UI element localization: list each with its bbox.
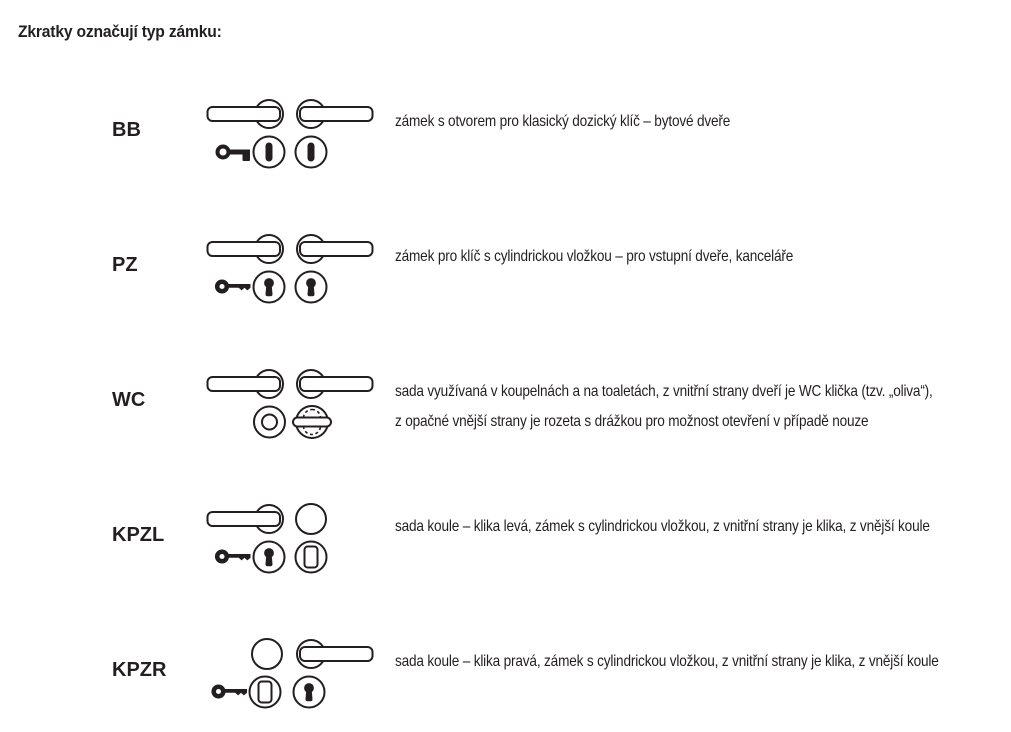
door-knob-icon (296, 504, 326, 534)
door-knob-icon (252, 639, 282, 669)
lock-type-code: KPZR (112, 659, 167, 681)
lock-type-description: sada koule – klika pravá, zámek s cylindrickou vložkou, z vnitřní strany je klika, z vnější koule (395, 653, 939, 670)
lock-icon-set-kpzl (205, 500, 375, 576)
lock-type-row-wc (0, 365, 1011, 441)
lever-handle-right-icon (297, 100, 373, 128)
lock-icon-set-wc (205, 365, 375, 441)
lock-type-code: KPZL (112, 524, 165, 546)
blind-rosette-icon (296, 542, 327, 573)
pz-cylinder-rosette-icon (254, 272, 285, 303)
lock-type-description: zámek s otvorem pro klasický dozický klíč – bytové dveře (395, 113, 731, 130)
lock-type-row-kpzr (0, 635, 1011, 711)
lock-icon-set-kpzr (205, 635, 375, 711)
lock-type-row-pz (0, 230, 1011, 306)
lock-type-code: BB (112, 119, 141, 141)
classic-key-icon (218, 147, 251, 162)
cylinder-key-icon (217, 282, 250, 292)
lever-handle-left-icon (208, 370, 284, 398)
bb-keyhole-rosette-icon (296, 137, 327, 168)
lock-type-row-kpzl (0, 500, 1011, 576)
page-title: Zkratky označují typ zámku: (18, 22, 222, 41)
cylinder-key-icon (214, 687, 247, 697)
grooved-rosette-icon (254, 407, 285, 438)
pz-cylinder-rosette-icon (296, 272, 327, 303)
lock-type-code: PZ (112, 254, 138, 276)
lever-handle-left-icon (208, 235, 284, 263)
bb-keyhole-rosette-icon (254, 137, 285, 168)
pz-cylinder-rosette-icon (254, 542, 285, 573)
lock-type-description: sada koule – klika levá, zámek s cylindrickou vložkou, z vnitřní strany je klika, z vnější koule (395, 518, 930, 535)
pz-cylinder-rosette-icon (294, 677, 325, 708)
lever-handle-right-icon (297, 370, 373, 398)
lock-icon-set-pz (205, 230, 375, 306)
lever-handle-right-icon (297, 235, 373, 263)
cylinder-key-icon (217, 552, 250, 562)
lock-type-description: sada využívaná v koupelnách a na toaletách, z vnitřní strany dveří je WC klička (tzv. „oliva“), z opačné vnější strany je rozeta s drážkou pro možnost otevření v případě nouze (395, 383, 933, 430)
wc-oliva-turn-icon (293, 406, 331, 438)
lever-handle-right-icon (297, 640, 373, 668)
lock-type-row-bb (0, 95, 1011, 171)
lever-handle-left-icon (208, 505, 284, 533)
lever-handle-left-icon (208, 100, 284, 128)
blind-rosette-icon (250, 677, 281, 708)
lock-type-description: zámek pro klíč s cylindrickou vložkou – pro vstupní dveře, kanceláře (395, 248, 794, 265)
lock-icon-set-bb (205, 95, 375, 171)
lock-type-code: WC (112, 389, 146, 411)
